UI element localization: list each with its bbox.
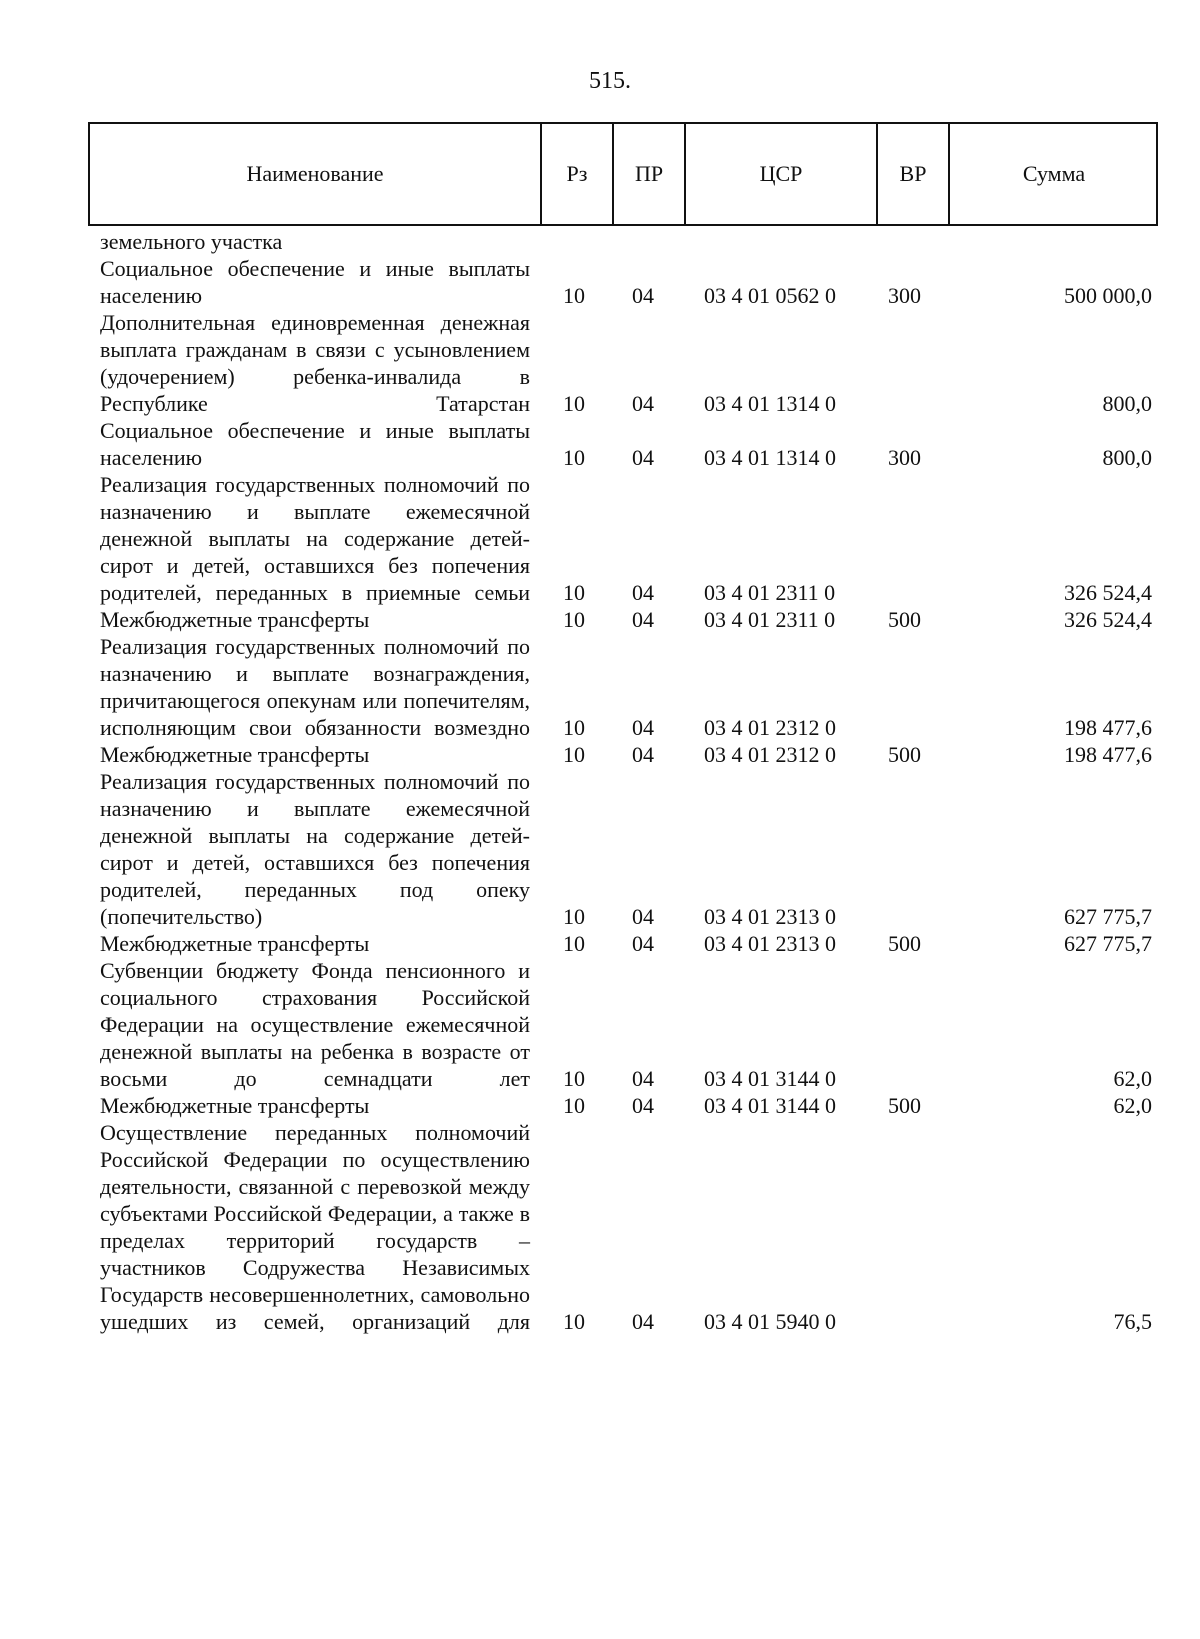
row-rz: 10 <box>563 904 585 929</box>
row-rz: 10 <box>563 445 585 470</box>
row-csr: 03 4 01 2312 0 <box>704 715 836 740</box>
table-row <box>0 1119 1200 1335</box>
row-pr: 04 <box>632 445 654 470</box>
table-row <box>0 1092 1200 1119</box>
row-sum: 326 524,4 <box>1064 580 1152 605</box>
row-csr: 03 4 01 2311 0 <box>704 580 836 605</box>
row-pr: 04 <box>632 283 654 308</box>
row-rz: 10 <box>563 1309 585 1334</box>
table-row <box>0 255 1200 309</box>
row-pr: 04 <box>632 391 654 416</box>
row-sum: 500 000,0 <box>1064 283 1152 308</box>
row-name: Межбюджетные трансферты <box>100 607 370 632</box>
row-name: Межбюджетные трансферты <box>100 1093 370 1118</box>
row-vr: 500 <box>888 742 921 767</box>
row-sum: 800,0 <box>1102 445 1152 470</box>
row-csr: 03 4 01 3144 0 <box>704 1093 836 1118</box>
row-name: земельного участка <box>100 229 283 254</box>
row-vr: 500 <box>888 931 921 956</box>
table-row <box>0 606 1200 633</box>
header-name: Наименование <box>246 161 384 186</box>
table-row <box>0 471 1200 606</box>
row-sum: 627 775,7 <box>1064 904 1152 929</box>
row-vr: 500 <box>888 1093 921 1118</box>
row-name: Социальное обеспечение и иные выплаты населению <box>100 256 530 308</box>
row-name: Социальное обеспечение и иные выплаты населению <box>100 418 530 470</box>
row-rz: 10 <box>563 742 585 767</box>
row-rz: 10 <box>563 1066 585 1091</box>
row-pr: 04 <box>632 742 654 767</box>
table-row <box>0 417 1200 471</box>
row-sum: 76,5 <box>1113 1309 1152 1334</box>
row-rz: 10 <box>563 391 585 416</box>
row-pr: 04 <box>632 607 654 632</box>
row-pr: 04 <box>632 580 654 605</box>
table-body <box>0 228 1200 1335</box>
row-pr: 04 <box>632 931 654 956</box>
row-name: Межбюджетные трансферты <box>100 742 370 767</box>
row-csr: 03 4 01 0562 0 <box>704 283 836 308</box>
row-rz: 10 <box>563 931 585 956</box>
row-name: Реализация государственных полномочий по назначению и выплате ежемесячной денежной выплаты на содержание детей-сирот и детей, оставшихся без попечения родителей, переданных под опеку (попечительство) <box>100 769 530 929</box>
row-name: Осуществление переданных полномочий Российской Федерации по осуществлению деятельности, связанной с перевозкой между субъектами Российской Федерации, а также в пределах территорий государств – участников Содружества Независимых Государств несовершеннолетних, самовольно ушедших из семей, организаций для <box>100 1120 530 1334</box>
header-pr: ПР <box>612 124 684 224</box>
row-rz: 10 <box>563 580 585 605</box>
row-pr: 04 <box>632 1093 654 1118</box>
page-number: 515. <box>589 68 631 94</box>
row-csr: 03 4 01 5940 0 <box>704 1309 836 1334</box>
row-rz: 10 <box>563 283 585 308</box>
row-csr: 03 4 01 3144 0 <box>704 1066 836 1091</box>
row-csr: 03 4 01 1314 0 <box>704 445 836 470</box>
row-sum: 62,0 <box>1113 1093 1152 1118</box>
row-name: Субвенции бюджету Фонда пенсионного и социального страхования Российской Федерации на осуществление ежемесячной денежной выплаты на ребенка в возрасте от восьми до семнадцати лет <box>100 958 530 1091</box>
header-vr: ВР <box>876 124 948 224</box>
row-sum: 800,0 <box>1102 391 1152 416</box>
row-pr: 04 <box>632 715 654 740</box>
row-vr: 300 <box>888 445 921 470</box>
header-csr: ЦСР <box>684 124 876 224</box>
row-name: Реализация государственных полномочий по назначению и выплате ежемесячной денежной выплаты на содержание детей-сирот и детей, оставшихся без попечения родителей, переданных в приемные семьи <box>100 472 530 605</box>
row-sum: 62,0 <box>1113 1066 1152 1091</box>
row-sum: 198 477,6 <box>1064 742 1152 767</box>
row-pr: 04 <box>632 904 654 929</box>
row-csr: 03 4 01 2313 0 <box>704 931 836 956</box>
row-sum: 326 524,4 <box>1064 607 1152 632</box>
row-csr: 03 4 01 1314 0 <box>704 391 836 416</box>
row-csr: 03 4 01 2311 0 <box>704 607 836 632</box>
table-row <box>0 957 1200 1092</box>
table-header <box>88 122 1158 226</box>
row-name: Дополнительная единовременная денежная выплата гражданам в связи с усыновлением (удочерением) ребенка-инвалида в Республике Татарстан <box>100 310 530 416</box>
header-rz: Рз <box>540 124 612 224</box>
row-rz: 10 <box>563 607 585 632</box>
row-vr: 300 <box>888 283 921 308</box>
row-sum: 198 477,6 <box>1064 715 1152 740</box>
row-csr: 03 4 01 2312 0 <box>704 742 836 767</box>
table-row <box>0 228 1200 255</box>
table-row <box>0 741 1200 768</box>
row-name: Межбюджетные трансферты <box>100 931 370 956</box>
row-pr: 04 <box>632 1309 654 1334</box>
row-rz: 10 <box>563 1093 585 1118</box>
table-row <box>0 768 1200 930</box>
row-vr: 500 <box>888 607 921 632</box>
table-row <box>0 633 1200 741</box>
table-row <box>0 309 1200 417</box>
row-pr: 04 <box>632 1066 654 1091</box>
row-name: Реализация государственных полномочий по назначению и выплате вознаграждения, причитающегося опекунам или попечителям, исполняющим свои обязанности возмездно <box>100 634 530 740</box>
table-row <box>0 930 1200 957</box>
row-sum: 627 775,7 <box>1064 931 1152 956</box>
header-sum: Сумма <box>948 124 1158 224</box>
row-csr: 03 4 01 2313 0 <box>704 904 836 929</box>
row-rz: 10 <box>563 715 585 740</box>
